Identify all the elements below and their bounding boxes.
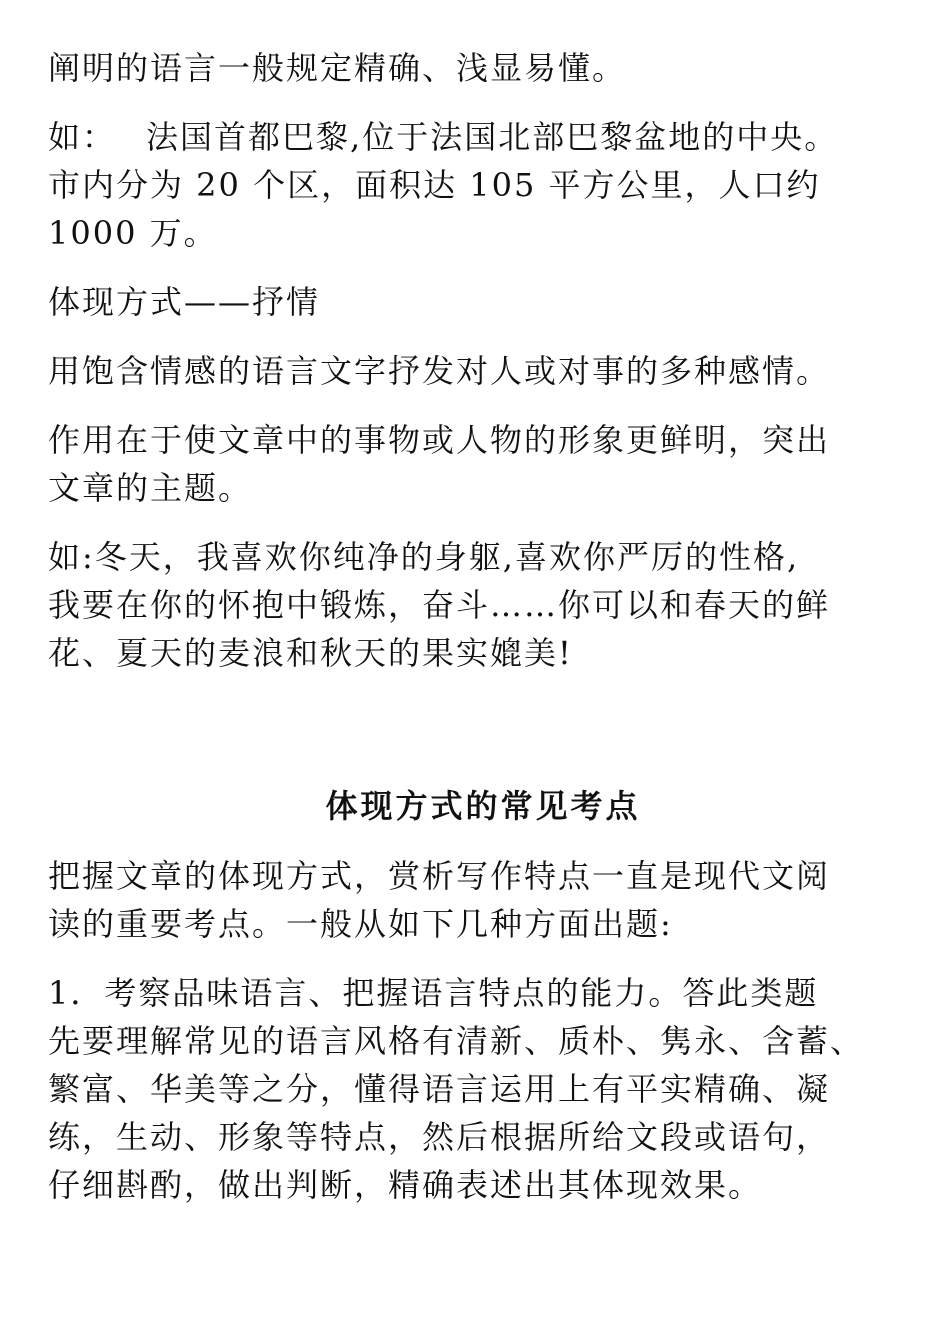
paragraph-lyrical-definition	[48, 347, 918, 395]
text-line: 把握文章的体现方式，赏析写作特点一直是现代文阅	[48, 857, 831, 895]
text-line: 如:冬天，我喜欢你纯净的身躯,喜欢你严厉的性格,	[48, 538, 800, 576]
text-line: 文章的主题。	[48, 469, 253, 507]
text-line: 繁富、华美等之分，懂得语言运用上有平实精确、凝	[48, 1070, 831, 1108]
paragraph-paris-example	[48, 113, 918, 257]
text-line: 读的重要考点。一般从如下几种方面出题:	[48, 905, 673, 943]
paragraph-winter-example	[48, 533, 918, 677]
paragraph-item-1	[48, 969, 918, 1209]
paragraph-section-intro	[48, 852, 918, 948]
text-line: 用饱含情感的语言文字抒发对人或对事的多种感情。	[48, 352, 831, 390]
text-line: 市内分为 20 个区，面积达 105 平方公里，人口约	[48, 166, 821, 204]
text-line: 1000 万。	[48, 214, 218, 252]
document-body	[48, 44, 918, 1230]
text-line: 练，生动、形象等特点，然后根据所给文段或语句，	[48, 1118, 831, 1156]
example-prefix: 如：	[48, 118, 117, 156]
text-line: 体现方式——抒情	[48, 283, 321, 321]
paragraph-lyrical-effect	[48, 416, 918, 512]
section-spacer	[48, 698, 918, 782]
text-line: 作用在于使文章中的事物或人物的形象更鲜明，突出	[48, 421, 831, 459]
text-line: 先要理解常见的语言风格有清新、质朴、隽永、含蓄、	[48, 1022, 865, 1060]
section-heading: 体现方式的常见考点	[325, 787, 641, 825]
text-line: 仔细斟酌，做出判断，精确表述出其体现效果。	[48, 1166, 763, 1204]
text-line: 阐明的语言一般规定精确、浅显易懂。	[48, 49, 627, 87]
text-line: 1．考察品味语言、把握语言特点的能力。答此类题	[48, 974, 819, 1012]
text-line: 我要在你的怀抱中锻炼，奋斗……你可以和春天的鲜	[48, 586, 831, 624]
paragraph-lyrical-title	[48, 278, 918, 326]
text-line: 花、夏天的麦浪和秋天的果实媲美!	[48, 634, 573, 672]
example-text: 法国首都巴黎,位于法国北部巴黎盆地的中央。	[146, 118, 839, 156]
text-line	[48, 113, 918, 161]
paragraph-language-precision	[48, 44, 918, 92]
